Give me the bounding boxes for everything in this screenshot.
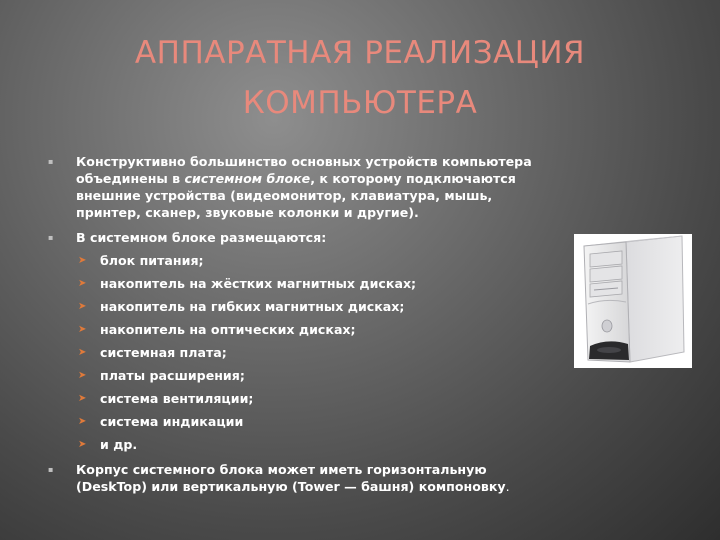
arrow-bullet-icon: ➤	[78, 370, 87, 381]
list-item	[72, 298, 538, 315]
system-unit-image	[574, 234, 692, 368]
arrow-bullet-icon: ➤	[78, 301, 87, 312]
paragraph-case-layout	[48, 461, 538, 495]
arrow-bullet-icon: ➤	[78, 347, 87, 358]
title-line-2: КОМПЬЮТЕРА	[242, 85, 478, 121]
list-item-text: системная плата;	[100, 345, 227, 360]
list-item-text: блок питания;	[100, 253, 204, 268]
list-item-text: накопитель на гибких магнитных дисках;	[100, 299, 405, 314]
bullet-icon: ▪	[48, 465, 54, 474]
slide-title	[60, 28, 660, 128]
list-item	[72, 275, 538, 292]
list-item	[72, 252, 538, 269]
bullet-icon: ▪	[48, 233, 54, 242]
paragraph-1-emphasis: системном блоке	[184, 171, 311, 186]
list-item-text: система вентиляции;	[100, 391, 254, 406]
arrow-bullet-icon: ➤	[78, 416, 87, 427]
list-item	[72, 367, 538, 384]
list-item	[72, 344, 538, 361]
tower-pc-case-icon	[574, 234, 692, 368]
arrow-bullet-icon: ➤	[78, 324, 87, 335]
list-item	[72, 321, 538, 338]
list-item-text: и др.	[100, 437, 138, 452]
paragraph-1-after: , к которому подключаются внешние устройства (видеомонитор, клавиатура, мышь, принтер, сканер, звуковые колонки и другие).	[76, 171, 516, 220]
paragraph-2-text: В системном блоке размещаются:	[76, 230, 327, 245]
arrow-bullet-icon: ➤	[78, 393, 87, 404]
slide-body	[48, 153, 538, 503]
paragraph-3-text: Корпус системного блока может иметь горизонтальную (DeskTop) или вертикальную (Tower — башня) компоновку	[76, 462, 506, 494]
list-item	[72, 436, 538, 453]
arrow-bullet-icon: ➤	[78, 255, 87, 266]
list-item-text: накопитель на оптических дисках;	[100, 322, 356, 337]
paragraph-3-end: .	[505, 479, 510, 494]
title-line-1: АППАРАТНАЯ РЕАЛИЗАЦИЯ	[134, 35, 586, 71]
arrow-bullet-icon: ➤	[78, 439, 87, 450]
component-list	[48, 252, 538, 453]
list-item	[72, 413, 538, 430]
bullet-icon: ▪	[48, 157, 54, 166]
paragraph-system-unit	[48, 153, 538, 221]
paragraph-contents	[48, 229, 538, 246]
list-item-text: система индикации	[100, 414, 244, 429]
arrow-bullet-icon: ➤	[78, 278, 87, 289]
list-item-text: платы расширения;	[100, 368, 245, 383]
list-item	[72, 390, 538, 407]
list-item-text: накопитель на жёстких магнитных дисках;	[100, 276, 417, 291]
paragraph-1-before: Конструктивно большинство основных устройств компьютера объединены в	[76, 154, 532, 186]
